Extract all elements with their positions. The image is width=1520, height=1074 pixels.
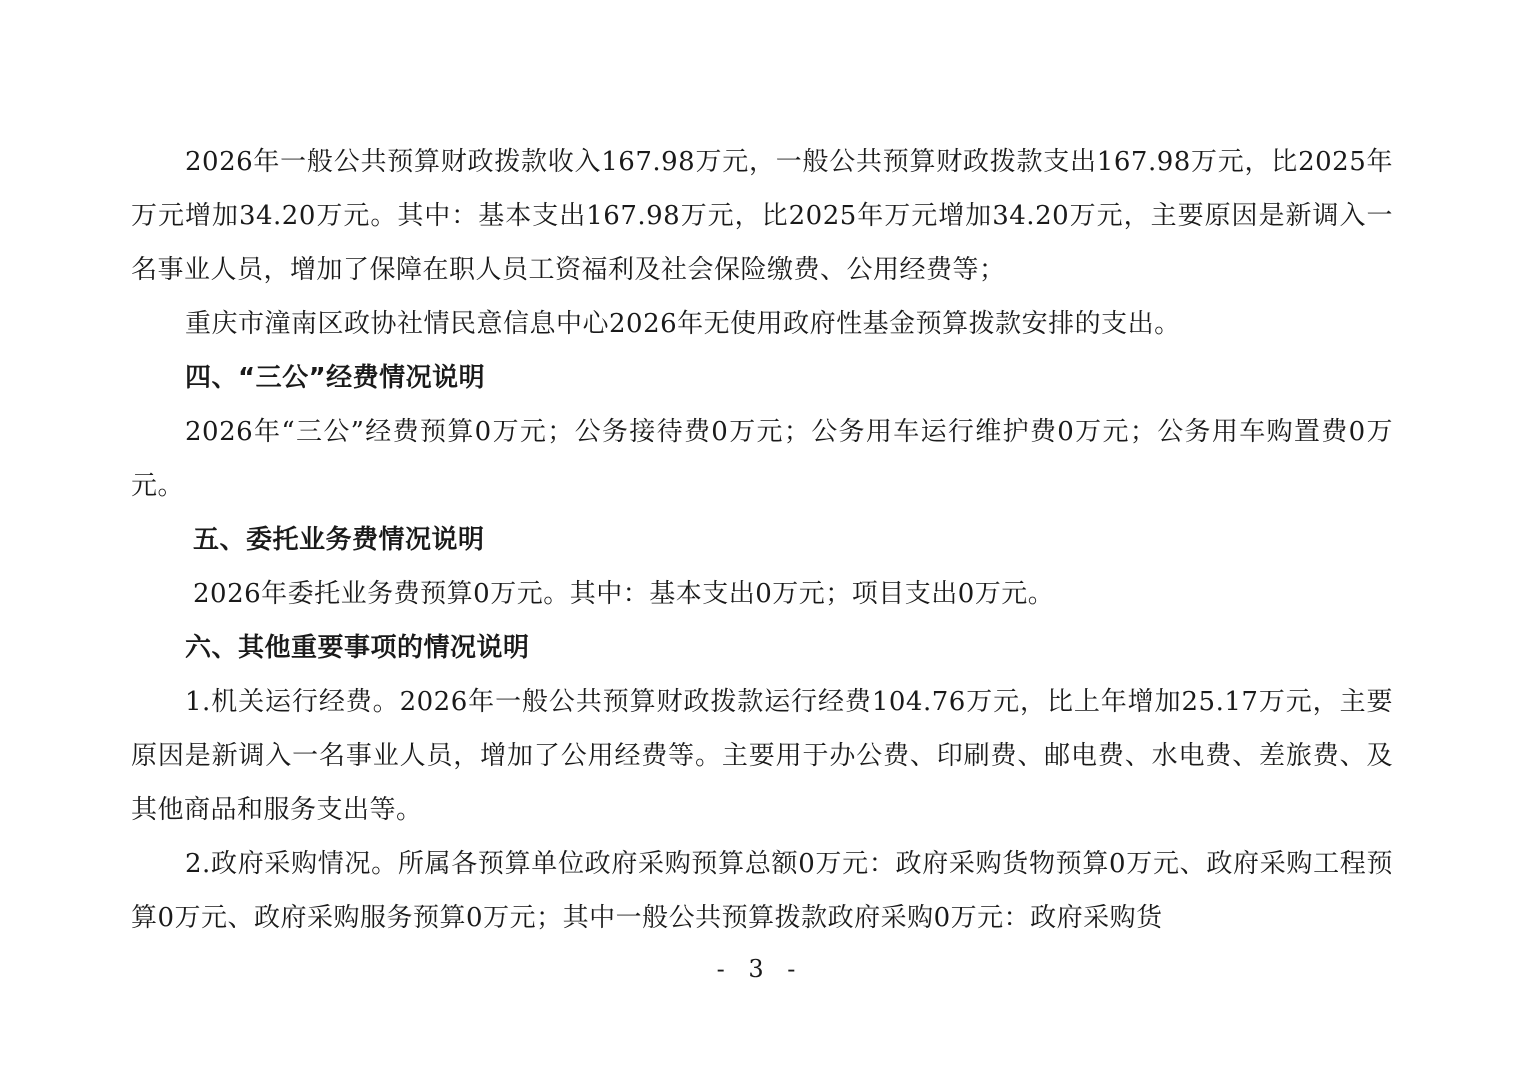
section-heading-other-matters: 六、其他重要事项的情况说明 — [185, 633, 530, 663]
document-body — [131, 135, 1393, 945]
paragraph-government-procurement: 2.政府采购情况。所属各预算单位政府采购预算总额0万元：政府采购货物预算0万元、政府采购工程预算0万元、政府采购服务预算0万元；其中一般公共预算拨款政府采购0万元：政府采购货 — [131, 849, 1393, 933]
page-number: - 3 - — [716, 955, 804, 983]
paragraph-commissioned-business: 2026年委托业务费预算0万元。其中：基本支出0万元；项目支出0万元。 — [193, 579, 1055, 609]
paragraph-operating-expenses: 1.机关运行经费。2026年一般公共预算财政拨款运行经费104.76万元，比上年增加25.17万元，主要原因是新调入一名事业人员，增加了公用经费等。主要用于办公费、印刷费、邮电费、水电费、差旅费、及其他商品和服务支出等。 — [131, 687, 1393, 825]
paragraph-three-public-budget: 2026年“三公”经费预算0万元；公务接待费0万元；公务用车运行维护费0万元；公务用车购置费0万元。 — [131, 417, 1393, 501]
section-heading-three-public: 四、“三公”经费情况说明 — [185, 363, 486, 393]
section-heading-commissioned-business: 五、委托业务费情况说明 — [193, 525, 485, 555]
paragraph-government-fund: 重庆市潼南区政协社情民意信息中心2026年无使用政府性基金预算拨款安排的支出。 — [185, 309, 1181, 339]
paragraph-fiscal-appropriation: 2026年一般公共预算财政拨款收入167.98万元，一般公共预算财政拨款支出167.98万元，比2025年万元增加34.20万元。其中：基本支出167.98万元，比2025年万元增加34.20万元，主要原因是新调入一名事业人员，增加了保障在职人员工资福利及社会保险缴费、公用经费等； — [131, 147, 1393, 285]
